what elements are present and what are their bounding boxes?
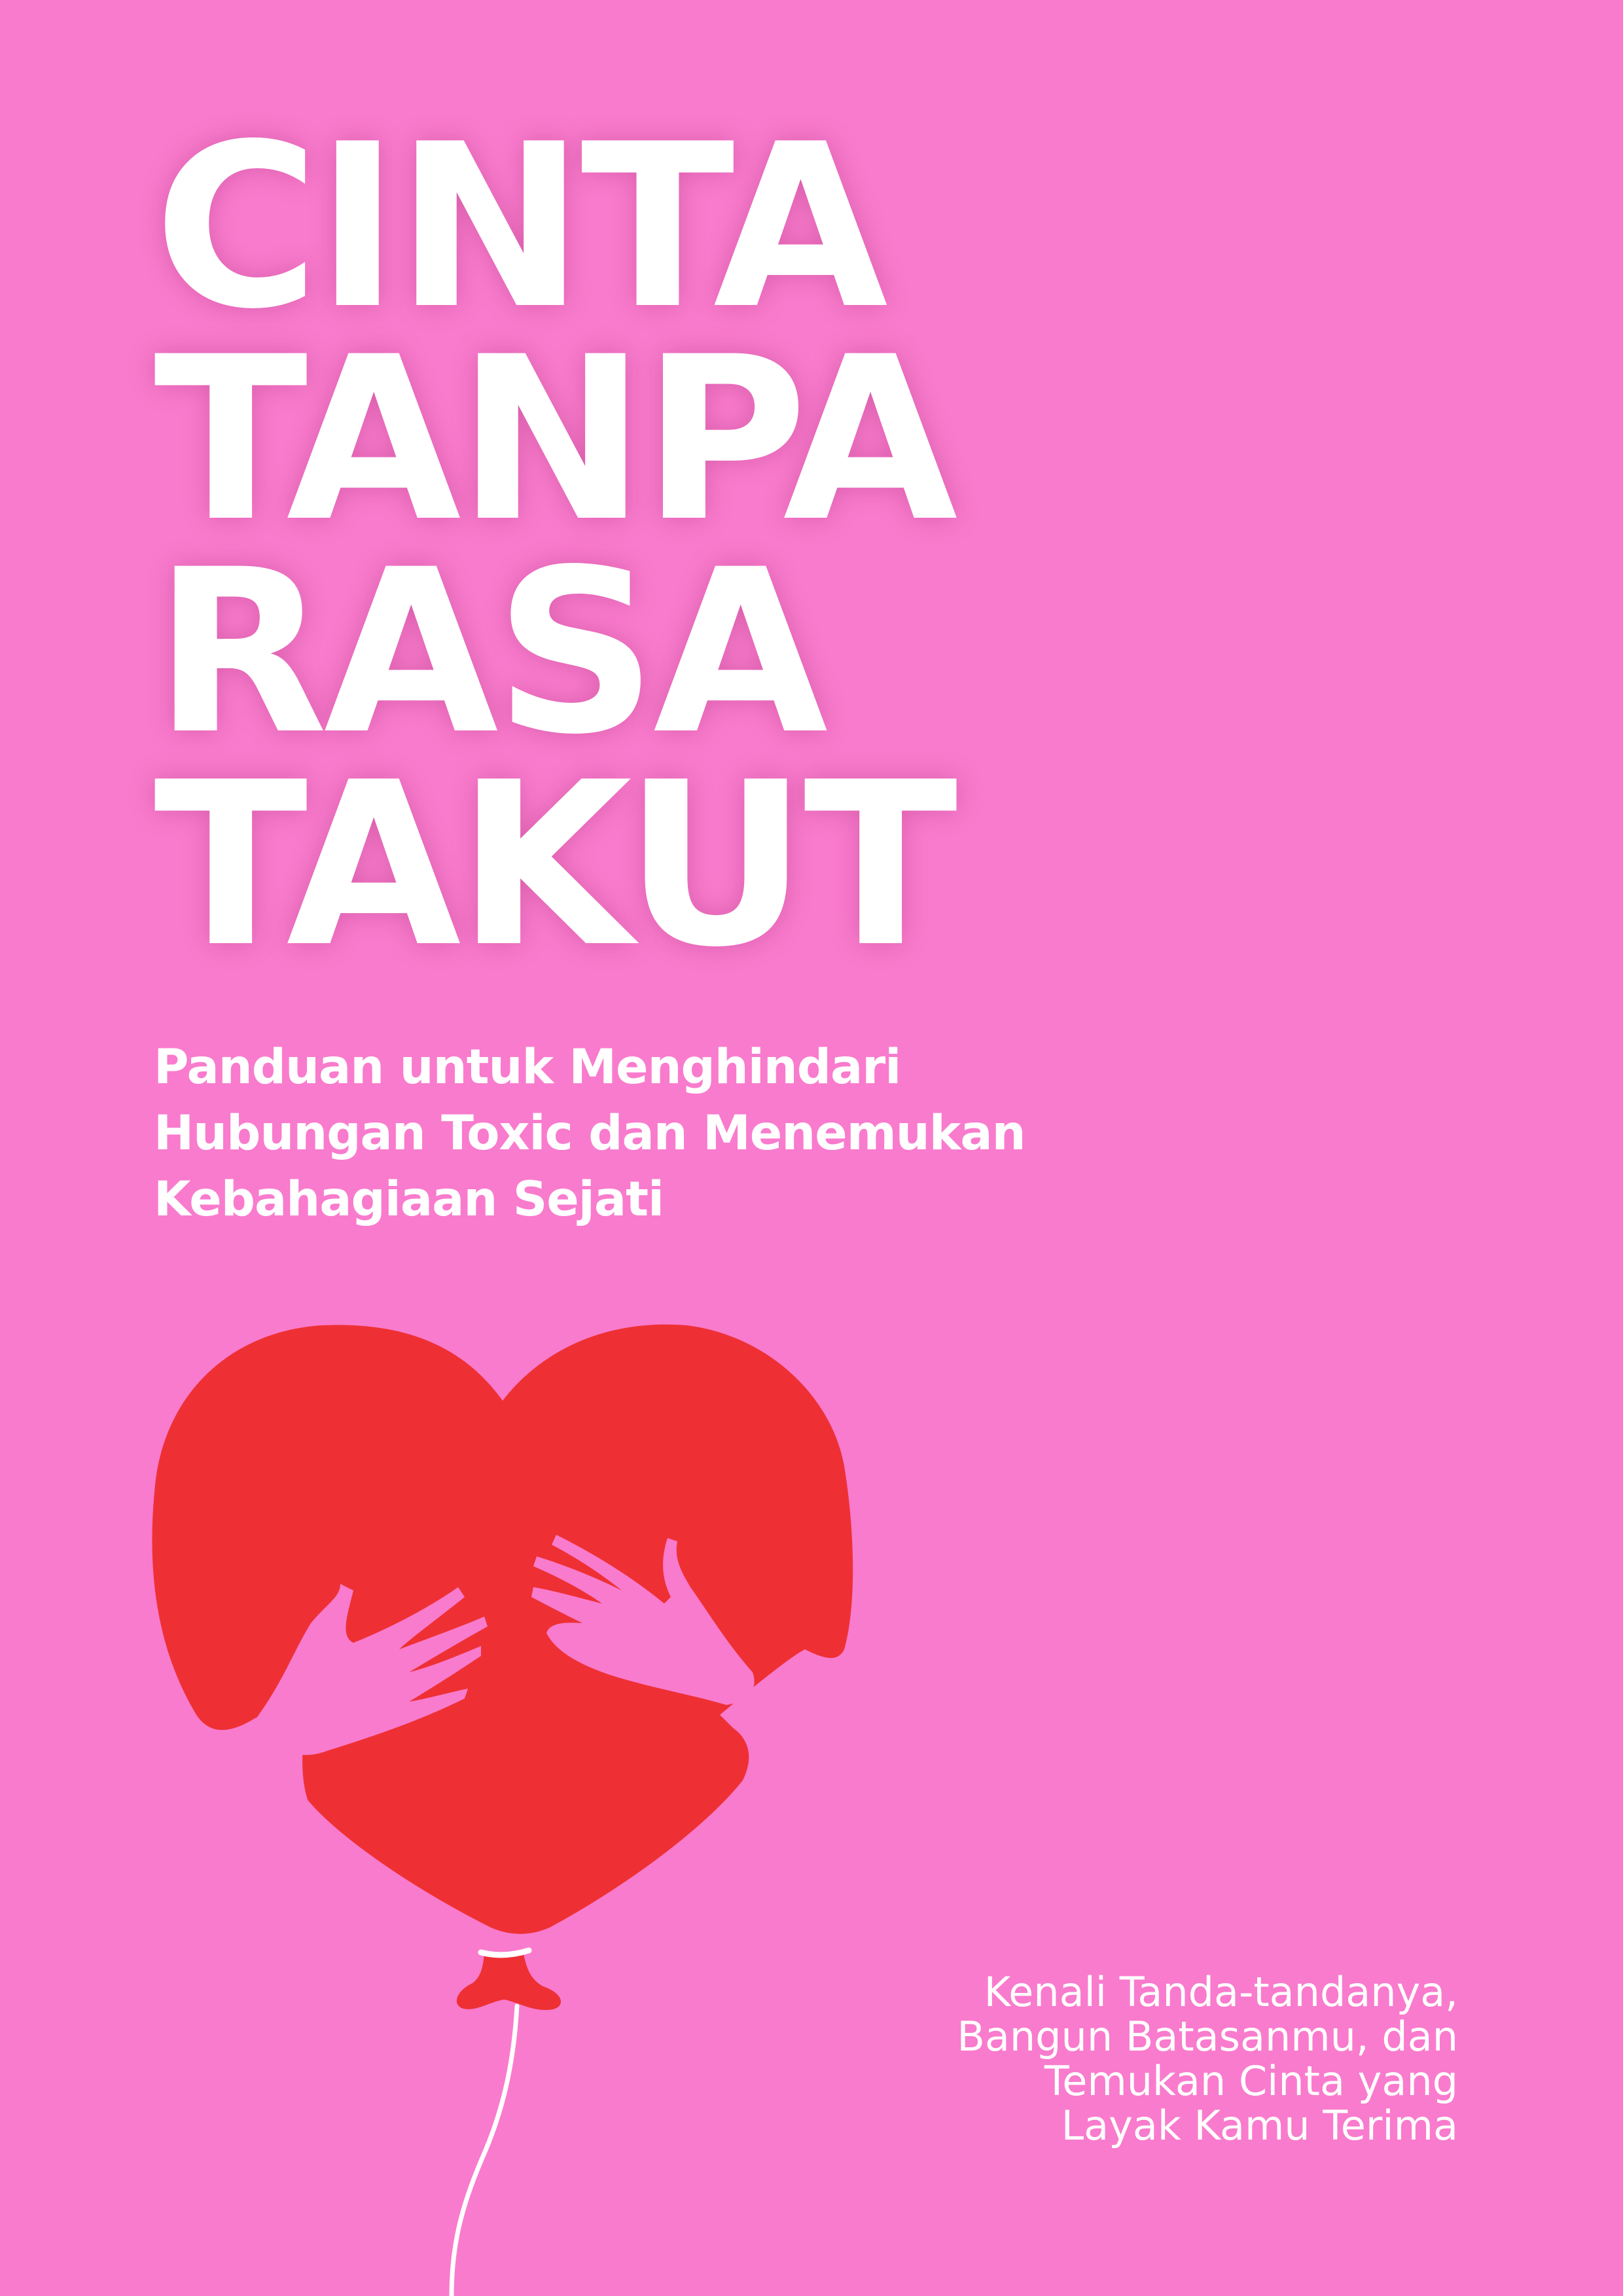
tagline-line-4: Layak Kamu Terima xyxy=(1061,2102,1458,2149)
title-line-3: RASA xyxy=(154,522,825,784)
title-line-4: TAKUT xyxy=(154,734,954,997)
title-line-1: CINTA xyxy=(154,96,884,359)
tagline-line-1: Kenali Tanda-tandanya, xyxy=(984,1968,1458,2016)
knot-tie xyxy=(481,1950,529,1955)
tagline-line-2: Bangun Batasanmu, dan xyxy=(957,2013,1458,2060)
cover-tagline xyxy=(957,1970,1458,2148)
subtitle-line-3: Kebahagiaan Sejati xyxy=(154,1172,664,1227)
title-line-2: TANPA xyxy=(154,309,954,571)
balloon-string xyxy=(452,2006,517,2296)
subtitle-line-1: Panduan untuk Menghindari xyxy=(154,1039,901,1095)
subtitle-line-2: Hubungan Toxic dan Menemukan xyxy=(154,1105,1026,1161)
tagline-line-3: Temukan Cinta yang xyxy=(1044,2057,1458,2105)
heart-shape xyxy=(152,1325,853,1934)
balloon-knot xyxy=(457,1954,561,2010)
